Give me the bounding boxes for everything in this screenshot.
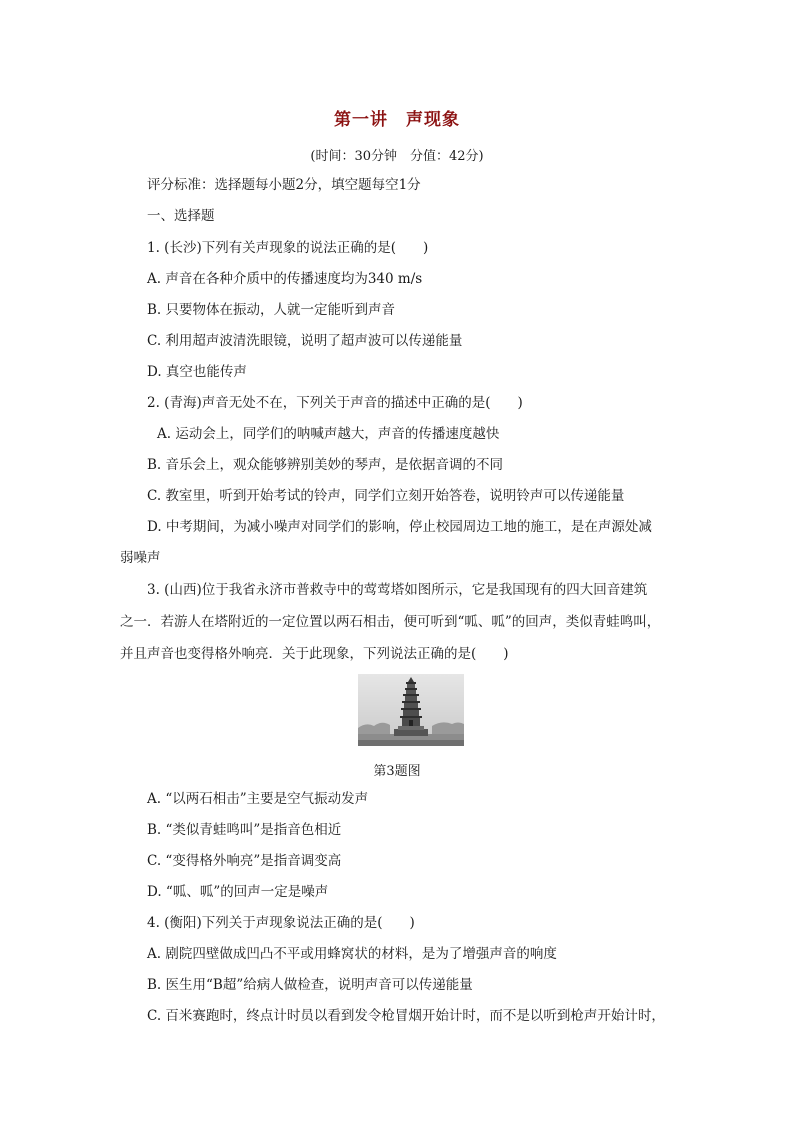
question-3-stem-cont-1: 之一．若游人在塔附近的一定位置以两石相击，便可听到“呱、呱”的回声，类似青蛙鸣叫， [120, 614, 661, 630]
question-1-option-d: D. 真空也能传声 [147, 364, 247, 380]
scoring-standard: 评分标准：选择题每小题2分，填空题每空1分 [147, 177, 421, 193]
question-3-stem-cont-2: 并且声音也变得格外响亮．关于此现象，下列说法正确的是( ) [120, 646, 509, 662]
question-4-option-a: A. 剧院四壁做成凹凸不平或用蜂窝状的材料，是为了增强声音的响度 [147, 946, 557, 962]
question-4-stem: 4. (衡阳)下列关于声现象说法正确的是( ) [147, 915, 415, 931]
question-3-option-d: D. “呱、呱”的回声一定是噪声 [147, 884, 329, 900]
question-1-stem: 1. (长沙)下列有关声现象的说法正确的是( ) [147, 240, 429, 256]
question-3-option-b: B. “类似青蛙鸣叫”是指音色相近 [147, 822, 342, 838]
exam-info: (时间：30分钟 分值：42分) [310, 149, 484, 164]
question-2-option-d: D. 中考期间，为减小噪声对同学们的影响，停止校园周边工地的施工，是在声源处减 [147, 519, 652, 535]
question-3-stem: 3. (山西)位于我省永济市普救寺中的莺莺塔如图所示，它是我国现有的四大回音建筑 [147, 582, 648, 598]
question-3-option-c: C. “变得格外响亮”是指音调变高 [147, 853, 342, 869]
question-2-option-c: C. 教室里，听到开始考试的铃声，同学们立刻开始答卷，说明铃声可以传递能量 [147, 488, 625, 504]
figure-caption: 第3题图 [373, 764, 421, 779]
question-1-option-a: A. 声音在各种介质中的传播速度均为340 m/s [147, 271, 423, 287]
question-2-option-b: B. 音乐会上，观众能够辨别美妙的琴声，是依据音调的不同 [147, 457, 504, 473]
pagoda-photo [358, 674, 464, 746]
question-1-option-b: B. 只要物体在振动，人就一定能听到声音 [147, 302, 396, 318]
question-4-option-b: B. 医生用“B超”给病人做检查，说明声音可以传递能量 [147, 977, 473, 993]
page-title: 第一讲 声现象 [334, 110, 460, 130]
question-2-stem: 2. (青海)声音无处不在，下列关于声音的描述中正确的是( ) [147, 395, 523, 411]
question-3-option-a: A. “以两石相击”主要是空气振动发声 [147, 791, 369, 807]
question-2-option-a: A. 运动会上，同学们的呐喊声越大，声音的传播速度越快 [157, 426, 500, 442]
question-4-option-c: C. 百米赛跑时，终点计时员以看到发令枪冒烟开始计时，而不是以听到枪声开始计时， [147, 1008, 665, 1024]
question-1-option-c: C. 利用超声波清洗眼镜，说明了超声波可以传递能量 [147, 333, 463, 349]
section-heading: 一、选择题 [147, 208, 215, 224]
question-2-option-d-cont: 弱噪声 [120, 550, 161, 566]
